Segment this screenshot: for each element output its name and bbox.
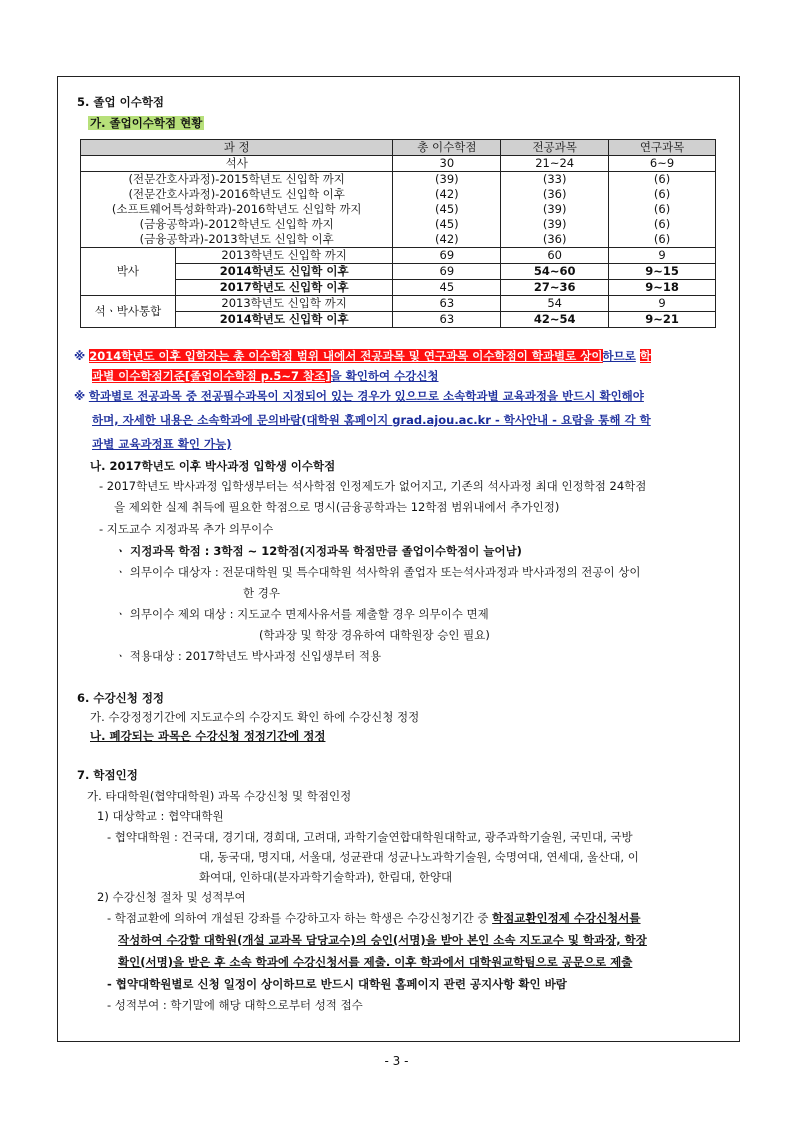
col-header-course: 과 정	[81, 140, 393, 156]
graduation-credit-table	[80, 139, 716, 328]
table-row	[81, 172, 716, 188]
section6-ga: 가. 수강정정기간에 지도교수의 수강지도 확인 하에 수강신청 정정	[90, 710, 420, 724]
cell: 42~54	[501, 312, 609, 328]
cell: (39)	[393, 172, 501, 188]
item1-line2: 대, 동국대, 명지대, 서울대, 성균관대 성균나노과학기술원, 숙명여대, 연세대, 울산대, 이	[199, 850, 639, 864]
na-bullet3-line2: (학과장 및 학장 경유하여 대학원장 승인 필요)	[259, 628, 490, 642]
cell: 2014학년도 신입학 이후	[175, 264, 393, 280]
cell: (전문간호사과정)-2015학년도 신입학 까지	[81, 172, 393, 188]
table-row	[81, 156, 716, 172]
phd-label: 박사	[81, 248, 176, 296]
item2-line1: - 학점교환에 의하여 개설된 강좌를 수강하고자 하는 학생은 수강신청기간 중 학점교환인정제 수강신청서를	[107, 911, 641, 925]
cell: 27~36	[501, 280, 609, 296]
na-bullet2-line1: ㆍ 의무이수 대상자 : 전문대학원 및 특수대학원 석사학위 졸업자 또는석사과정과 박사과정의 전공이 상이	[115, 565, 641, 579]
na-para2: - 지도교수 지정과목 추가 의무이수	[99, 522, 274, 536]
section6-na: 나. 폐강되는 과목은 수강신청 정정기간에 정정	[90, 729, 326, 743]
cell: (45)	[393, 217, 501, 232]
cell: (45)	[393, 202, 501, 217]
cell: (42)	[393, 232, 501, 248]
col-header-total: 총 이수학점	[393, 140, 501, 156]
note1-line2: 과별 이수학점기준[졸업이수학점 p.5~7 참조]을 확인하여 수강신청	[92, 369, 439, 383]
cell: 54~60	[501, 264, 609, 280]
table-row	[81, 264, 716, 280]
cell: 45	[393, 280, 501, 296]
section6-title: 6. 수강신청 정정	[77, 691, 165, 705]
na-bullet2-line2: 한 경우	[243, 586, 280, 600]
cell: (36)	[501, 187, 609, 202]
cell: (금융공학과)-2012학년도 신입학 까지	[81, 217, 393, 232]
na-para1-line2: 을 제외한 실제 취득에 필요한 학점으로 명시(금융공학과는 12학점 범위내에서 추가인정)	[114, 500, 560, 514]
note1-line1: ※ 2014학년도 이후 입학자는 총 이수학점 범위 내에서 전공과목 및 연구과목 이수학점이 학과별로 상이하므로 학	[74, 349, 651, 363]
note2-line1: ※ 학과별로 전공과목 중 전공필수과목이 지정되어 있는 경우가 있으므로 소속학과별 교육과정을 반드시 확인해야	[74, 389, 644, 403]
cell: 2017학년도 신입학 이후	[175, 280, 393, 296]
table-row	[81, 232, 716, 248]
section7-item2: 2) 수강신청 절차 및 성적부여	[97, 890, 246, 904]
cell: (39)	[501, 217, 609, 232]
item1-line3: 화여대, 인하대(분자과학기술학과), 한림대, 한양대	[199, 870, 453, 884]
na-bullet3-line1: ㆍ 의무이수 제외 대상 : 지도교수 면제사유서를 제출할 경우 의무이수 면제	[115, 607, 489, 621]
col-header-research: 연구과목	[609, 140, 716, 156]
table-row	[81, 187, 716, 202]
cell: 2013학년도 신입학 까지	[175, 296, 393, 312]
cell: 9	[609, 296, 716, 312]
cell: 30	[393, 156, 501, 172]
section5-sub-ga: 가. 졸업이수학점 현황	[90, 116, 203, 130]
cell: (6)	[609, 172, 716, 188]
cell: (39)	[501, 202, 609, 217]
section5-title: 5. 졸업 이수학점	[77, 95, 165, 109]
item2-line5: - 성적부여 : 학기말에 해당 대학으로부터 성적 접수	[107, 998, 363, 1012]
section5-sub-na: 나. 2017학년도 이후 박사과정 입학생 이수학점	[90, 459, 336, 473]
cell: (42)	[393, 187, 501, 202]
col-header-major: 전공과목	[501, 140, 609, 156]
cell: 2014학년도 신입학 이후	[175, 312, 393, 328]
note2-line3: 과별 교육과정표 확인 가능)	[92, 437, 232, 451]
table-row	[81, 202, 716, 217]
section7-title: 7. 학점인정	[77, 768, 138, 782]
cell: 2013학년도 신입학 까지	[175, 248, 393, 264]
table-row	[81, 312, 716, 328]
item2-line2: 작성하여 수강할 대학원(개설 교과목 담당교수)의 승인(서명)을 받아 본인 소속 지도교수 및 학과장, 학장	[118, 933, 647, 947]
cell: (36)	[501, 232, 609, 248]
item2-line3: 확인(서명)을 받은 후 소속 학과에 수강신청서를 제출. 이후 학과에서 대학원교학팀으로 공문으로 제출	[118, 955, 633, 969]
item1-line1: - 협약대학원 : 건국대, 경기대, 경희대, 고려대, 과학기술연합대학원대학교, 광주과학기술원, 국민대, 국방	[107, 830, 633, 844]
cell: 63	[393, 312, 501, 328]
item2-line4: - 협약대학원별로 신청 일정이 상이하므로 반드시 대학원 홈페이지 관련 공지사항 확인 바람	[107, 977, 567, 991]
cell: (전문간호사과정)-2016학년도 신입학 이후	[81, 187, 393, 202]
table-row	[81, 248, 716, 264]
cell: (금융공학과)-2013학년도 신입학 이후	[81, 232, 393, 248]
cell: (6)	[609, 187, 716, 202]
na-bullet1: ㆍ 지정과목 학점 : 3학점 ~ 12학점(지정과목 학점만큼 졸업이수학점이 늘어남)	[115, 544, 522, 558]
cell: (6)	[609, 217, 716, 232]
table-header-row	[81, 140, 716, 156]
cell: 69	[393, 264, 501, 280]
cell: (6)	[609, 202, 716, 217]
cell: 석사	[81, 156, 393, 172]
cell: 9~18	[609, 280, 716, 296]
table-row	[81, 217, 716, 232]
table-row	[81, 296, 716, 312]
cell: 21~24	[501, 156, 609, 172]
cell: (소프트웨어특성화학과)-2016학년도 신입학 까지	[81, 202, 393, 217]
section7-ga: 가. 타대학원(협약대학원) 과목 수강신청 및 학점인정	[87, 789, 352, 803]
cell: 9~15	[609, 264, 716, 280]
cell: (6)	[609, 232, 716, 248]
cell: 9~21	[609, 312, 716, 328]
cell: 54	[501, 296, 609, 312]
cell: (33)	[501, 172, 609, 188]
na-para1-line1: - 2017학년도 박사과정 입학생부터는 석사학점 인정제도가 없어지고, 기존의 석사과정 최대 인정학점 24학점	[99, 479, 647, 493]
cell: 69	[393, 248, 501, 264]
section7-item1: 1) 대상학교 : 협약대학원	[97, 809, 224, 823]
cell: 6~9	[609, 156, 716, 172]
integrated-label: 석ㆍ박사통합	[81, 296, 176, 328]
cell: 63	[393, 296, 501, 312]
cell: 60	[501, 248, 609, 264]
note2-line2: 하며, 자세한 내용은 소속학과에 문의바람(대학원 홈페이지 grad.ajou.ac.kr - 학사안내 - 요람을 통해 각 학	[92, 413, 651, 427]
cell: 9	[609, 248, 716, 264]
na-bullet4: ㆍ 적용대상 : 2017학년도 박사과정 신입생부터 적용	[115, 649, 382, 663]
page-number: - 3 -	[384, 1054, 409, 1068]
table-row	[81, 280, 716, 296]
